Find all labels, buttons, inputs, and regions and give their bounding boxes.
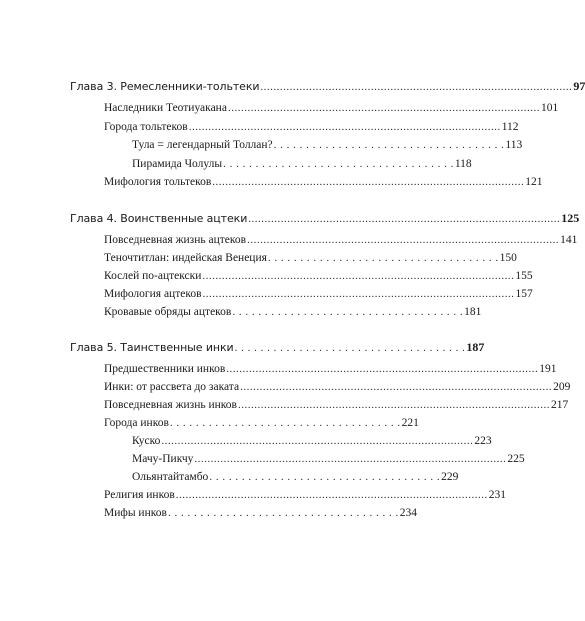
toc-subentry — [132, 469, 459, 485]
entry-title: Мифология тольтеков — [104, 176, 212, 188]
entry-title: Наследники Теотиуакана — [104, 102, 227, 114]
entry-title: Мачу-Пикчу — [132, 453, 194, 465]
dot-leader: . . . . . . . . . . . . . . . . . . . . . . . . . . . . . . . . . . . . — [167, 507, 399, 519]
toc-chapter-4 — [70, 210, 580, 226]
entry-title: Ольянтайтамбо — [132, 471, 209, 483]
dot-leader: . . . . . . . . . . . . . . . . . . . . . . . . . . . . . . . . . . . . — [234, 342, 466, 354]
dot-leader: ................................................................................................ — [202, 288, 515, 300]
toc-chapter-5 — [70, 339, 485, 355]
entry-title: Религия инков — [104, 489, 175, 501]
toc-entry — [104, 361, 557, 377]
dot-leader: ................................................................................................ — [202, 270, 515, 282]
dot-leader: . . . . . . . . . . . . . . . . . . . . . . . . . . . . . . . . . . . . — [232, 306, 464, 318]
page-number: 221 — [401, 417, 419, 429]
entry-title: Повседневная жизнь ацтеков — [104, 234, 247, 246]
toc-subentry — [132, 433, 492, 449]
toc-entry — [104, 174, 543, 190]
dot-leader: . . . . . . . . . . . . . . . . . . . . . . . . . . . . . . . . . . . . — [169, 417, 401, 429]
page-number: 141 — [560, 234, 578, 246]
toc-entry — [104, 397, 569, 413]
page-number: 97 — [573, 79, 585, 93]
entry-title: Пирамида Чолулы — [132, 158, 223, 170]
page-number: 191 — [539, 363, 557, 375]
entry-title: Инки: от рассвета до заката — [104, 381, 240, 393]
page-number: 121 — [525, 176, 543, 188]
dot-leader: ................................................................................................ — [188, 121, 501, 133]
entry-title: Мифология ацтеков — [104, 288, 202, 300]
page-number: 225 — [507, 453, 525, 465]
dot-leader: ................................................................................................ — [247, 234, 560, 246]
toc-chapter-3 — [70, 78, 585, 94]
page-number: 113 — [505, 139, 523, 151]
toc-entry — [104, 268, 533, 284]
dot-leader: ................................................................................................ — [238, 399, 550, 411]
page-number: 155 — [515, 270, 533, 282]
toc-entry — [104, 250, 517, 266]
toc-entry — [104, 119, 519, 135]
page-number: 229 — [441, 471, 459, 483]
entry-title: Тула = легендарный Толлан? — [132, 139, 273, 151]
toc-entry — [104, 487, 507, 503]
entry-title: Кровавые обряды ацтеков — [104, 306, 232, 318]
entry-title: Предшественники инков — [104, 363, 226, 375]
dot-leader: ................................................................................................ — [226, 363, 539, 375]
page-number: 234 — [399, 507, 417, 519]
dot-leader: ................................................................................................ — [175, 489, 488, 501]
dot-leader: ................................................................................................ — [260, 81, 573, 93]
page-number: 181 — [464, 306, 482, 318]
entry-title: Повседневная жизнь инков — [104, 399, 237, 411]
toc-entry — [104, 505, 417, 521]
toc-entry — [104, 304, 482, 320]
page-number: 187 — [466, 340, 485, 354]
dot-leader: ................................................................................................ — [212, 176, 525, 188]
chapter-title: Глава 3. Ремесленники-тольтеки — [70, 80, 260, 93]
dot-leader: ................................................................................................ — [240, 381, 553, 393]
dot-leader: . . . . . . . . . . . . . . . . . . . . . . . . . . . . . . . . . . . . — [209, 471, 441, 483]
dot-leader: ................................................................................................ — [248, 213, 561, 225]
page-number: 150 — [499, 252, 517, 264]
page-number: 112 — [501, 121, 519, 133]
page-number: 217 — [551, 399, 569, 411]
dot-leader: . . . . . . . . . . . . . . . . . . . . . . . . . . . . . . . . . . . . — [267, 252, 499, 264]
entry-title: Куско — [132, 435, 161, 447]
page-number: 157 — [515, 288, 533, 300]
page-number: 209 — [553, 381, 571, 393]
page-number: 118 — [454, 158, 472, 170]
page-number: 125 — [561, 211, 580, 225]
page-number: 223 — [474, 435, 492, 447]
page-number: 101 — [540, 102, 559, 114]
entry-title: Теночтитлан: индейская Венеция — [104, 252, 267, 264]
entry-title: Города инков — [104, 417, 169, 429]
toc-entry — [104, 100, 559, 116]
dot-leader: ................................................................................................ — [227, 102, 540, 114]
toc-entry — [104, 232, 578, 248]
toc-entry — [104, 379, 571, 395]
toc-subentry — [132, 451, 525, 467]
toc-entry — [104, 415, 419, 431]
toc-entry — [104, 286, 533, 302]
dot-leader: ................................................................................................ — [194, 453, 507, 465]
chapter-title: Глава 5. Таинственные инки — [70, 341, 234, 354]
entry-title: Кослей по-ацтекски — [104, 270, 202, 282]
page-number: 231 — [488, 489, 507, 501]
dot-leader: ................................................................................................ — [161, 435, 474, 447]
chapter-title: Глава 4. Воинственные ацтеки — [70, 212, 248, 225]
dot-leader: . . . . . . . . . . . . . . . . . . . . . . . . . . . . . . . . . . . . — [223, 158, 454, 170]
toc-subentry — [132, 137, 523, 153]
toc-subentry — [132, 156, 472, 172]
entry-title: Города тольтеков — [104, 121, 188, 133]
dot-leader: . . . . . . . . . . . . . . . . . . . . . . . . . . . . . . . . . . . . — [273, 139, 505, 151]
entry-title: Мифы инков — [104, 507, 167, 519]
